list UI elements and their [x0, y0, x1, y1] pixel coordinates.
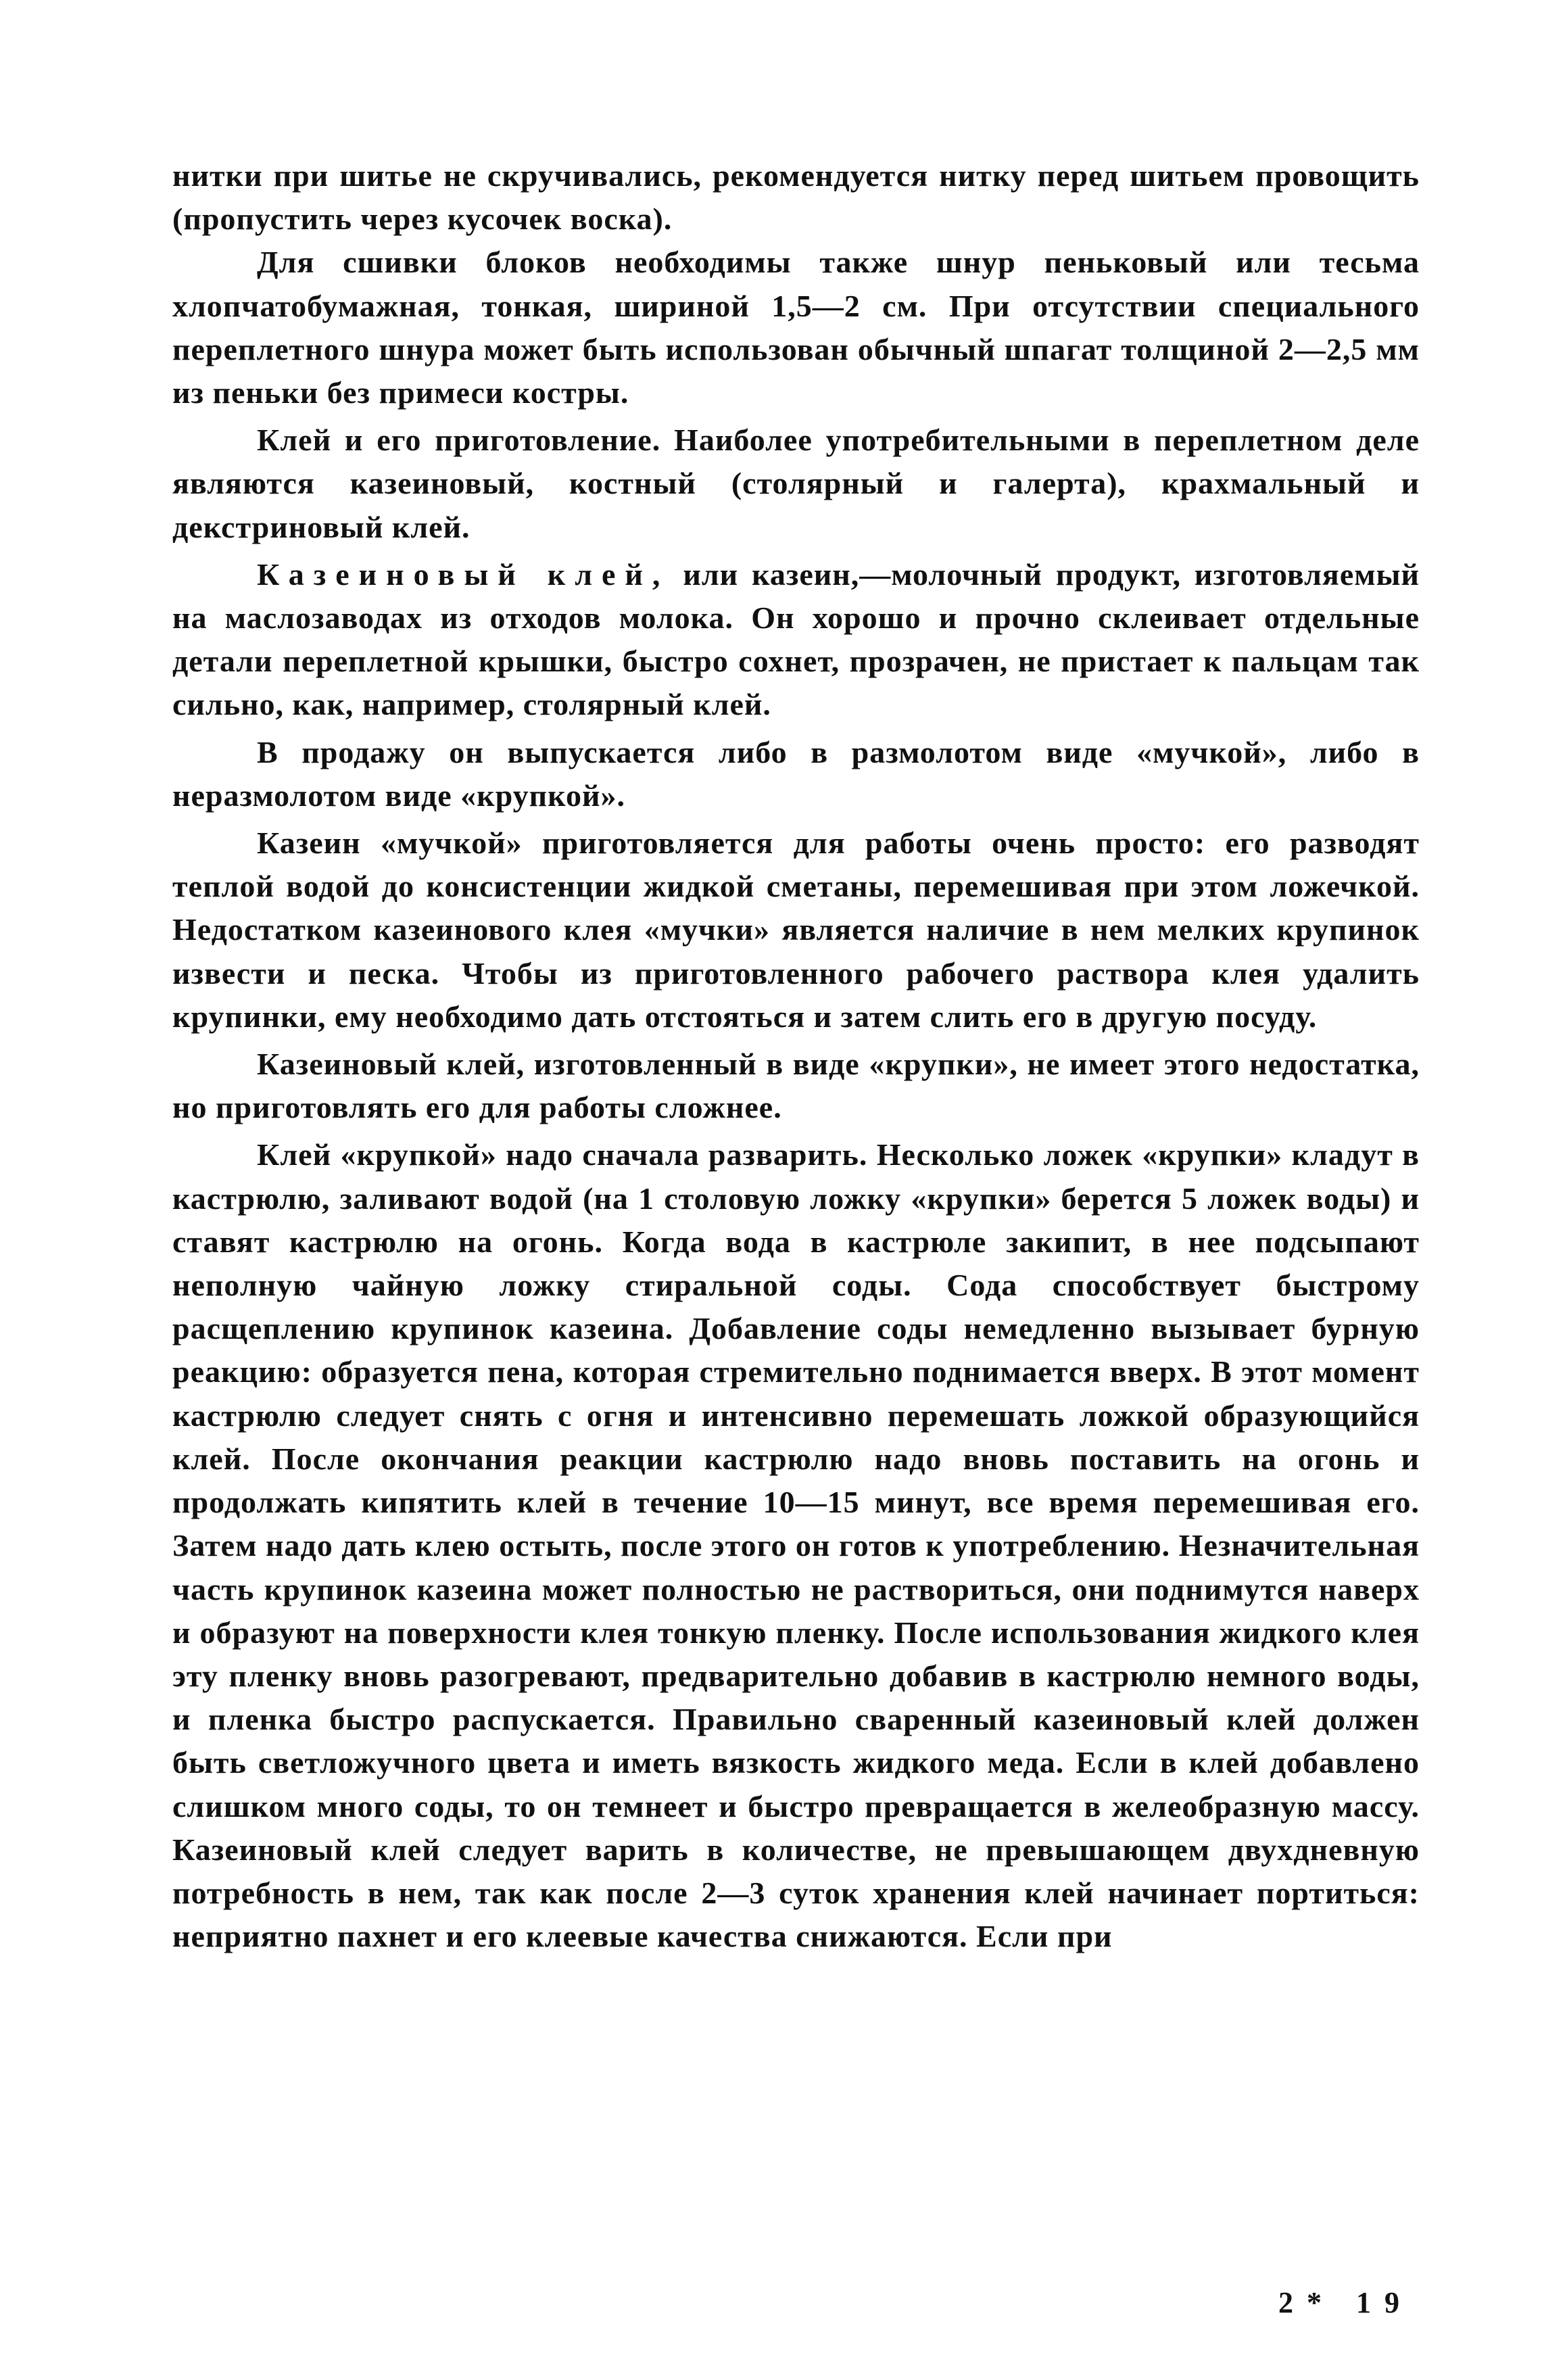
paragraph-2-text: Наиболее употребительными в переплетном деле являются казеиновый, костный (столярный и галерта), крахмальный и декстриновый клей. [172, 423, 1420, 544]
paragraph-1-text: Для сшивки блоков необходимы также шнур пеньковый или тесьма хлопчатобумажная, тонкая, шириной 1,5—2 см. При отсутствии специального переплетного шнура может быть использован обычный шпагат толщиной 2—2,5 мм из пеньки без примеси костры. [172, 245, 1420, 410]
paragraph-0 [172, 154, 1420, 241]
page-footer [1278, 2285, 1413, 2320]
term-casein-glue: Казеиновый клей, [257, 556, 670, 592]
page-number: 19 [1356, 2286, 1413, 2319]
signature-mark: 2* [1278, 2286, 1335, 2319]
paragraph-1 [172, 241, 1420, 414]
section-heading-glue: Клей и его приготовление. [257, 423, 661, 458]
paragraph-3-text: или казеин,—молочный продукт, изготовляемый на маслозаводах из отходов молока. Он хорошо и прочно склеивает отдельные детали переплетной крышки, быстро сохнет, прозрачен, не пристает к пальцам так сильно, как, например, столярный клей. [172, 556, 1420, 722]
paragraph-7-text: Клей «крупкой» надо сначала разварить. Несколько ложек «крупки» кладут в кастрюлю, заливают водой (на 1 столовую ложку «крупки» берется 5 ложек воды) и ставят кастрюлю на огонь. Когда вода в кастрюле закипит, в нее подсыпают неполную чайную ложку стиральной соды. Сода способствует быстрому расщеплению крупинок казеина. Добавление соды немедленно вызывает бурную реакцию: образуется пена, которая стремительно поднимается вверх. В этот момент кастрюлю следует снять с огня и интенсивно перемешать ложкой образующийся клей. После окончания реакции кастрюлю надо вновь поставить на огонь и продолжать кипятить клей в течение 10—15 минут, все время перемешивая его. Затем надо дать клею остыть, после этого он готов к употреблению. Незначительная часть крупинок казеина может полностью не раствориться, они поднимутся наверх и образуют на поверхности клея тонкую пленку. После использования жидкого клея эту пленку вновь разогревают, предварительно добавив в кастрюлю немного воды, и пленка быстро распускается. Правильно сваренный казеиновый клей должен быть светложучного цвета и иметь вязкость жидкого меда. Если в клей добавлено слишком много соды, то он темнеет и быстро превращается в желеобразную массу. Казеиновый клей следует варить в количестве, не превышающем двухдневную потребность в нем, так как после 2—3 суток хранения клей начинает портиться: неприятно пахнет и его клеевые качества снижаются. Если при [172, 1137, 1420, 1954]
body-text [172, 154, 1420, 1958]
paragraph-6 [172, 1043, 1420, 1129]
paragraph-4-text: В продажу он выпускается либо в размолотом виде «мучкой», либо в неразмолотом виде «крупкой». [172, 734, 1420, 813]
paragraph-0-text: нитки при шитье не скручивались, рекомендуется нитку перед шитьем провощить (пропустить через кусочек воска). [172, 158, 1420, 237]
paragraph-6-text: Казеиновый клей, изготовленный в виде «крупки», не имеет этого недостатка, но приготовлять его для работы сложнее. [172, 1047, 1420, 1125]
paragraph-5 [172, 822, 1420, 1039]
paragraph-5-text: Казеин «мучкой» приготовляется для работы очень просто: его разводят теплой водой до консистенции жидкой сметаны, перемешивая при этом ложечкой. Недостатком казеинового клея «мучки» является наличие в нем мелких крупинок извести и песка. Чтобы из приготовленного рабочего раствора клея удалить крупинки, ему необходимо дать отстояться и затем слить его в другую посуду. [172, 826, 1420, 1034]
paragraph-2 [172, 419, 1420, 549]
paragraph-4 [172, 731, 1420, 817]
paragraph-3 [172, 553, 1420, 727]
paragraph-7 [172, 1133, 1420, 1958]
